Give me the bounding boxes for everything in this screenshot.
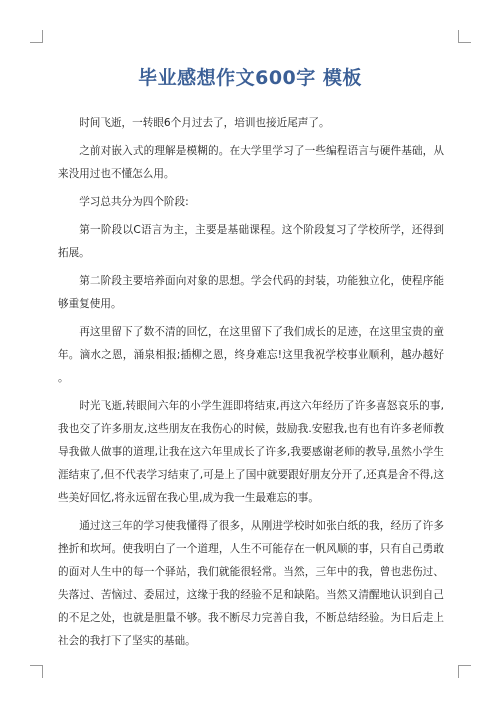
paragraph: 再这里留下了数不清的回忆，在这里留下了我们成长的足迹，在这里宝贵的童年。滴水之恩，涌泉相报;插柳之恩，终身难忘!这里我祝学校事业顺利，越办越好 。	[58, 326, 444, 384]
paragraph: 第二阶段主要培养面向对象的思想。学会代码的封装，功能独立化，使程序能够重复使用。	[58, 275, 444, 310]
paragraph: 学习总共分为四个阶段:	[79, 196, 189, 208]
document-body	[58, 112, 444, 658]
paragraph: 时间飞逝，一转眼6个月过去了，培训也接近尾声了。	[79, 117, 330, 129]
crop-mark-bottom-right	[458, 665, 471, 678]
crop-mark-bottom-left	[30, 665, 43, 678]
crop-mark-top-right	[458, 30, 471, 43]
crop-mark-top-left	[30, 30, 43, 43]
document-title: 毕业感想作文600字 模板	[138, 67, 362, 89]
paragraph: 之前对嵌入式的理解是模糊的。在大学里学习了一些编程语言与硬件基础，从来没用过也不懂怎么用。	[58, 145, 444, 180]
paragraph: 时光飞逝,转眼间六年的小学生涯即将结束,再这六年经历了许多喜怒哀乐的事,我也交了许多朋友,这些朋友在我伤心的时候，鼓励我.安慰我,也有也有许多老师教导我做人做事的道理,让我在这六年里成长了许多,我要感谢老师的教导,虽然小学生涯结束了,但不代表学习结束了,可是上了国中就要跟好朋友分开了,还真是舍不得,这些美好回忆,将永远留在我心里,成为我一生最难忘的事。	[58, 400, 444, 504]
paragraph: 通过这三年的学习使我懂得了很多，从刚进学校时如张白纸的我，经历了许多挫折和坎坷。使我明白了一个道理，人生不可能存在一帆风顺的事，只有自己勇敢的面对人生中的每一个驿站，我们就能很轻常。当然，三年中的我，曾也悲伤过、失落过、苦恼过、委屈过，这缘于我的经验不足和缺陷。当然又清醒地认识到自己的不足之处，也就是胆量不够。我不断尽力完善自我，不断总结经验。为日后走上社会的我打下了坚实的基础。	[58, 520, 444, 647]
paragraph: 第一阶段以C语言为主，主要是基础课程。这个阶段复习了学校所学，还得到拓展。	[58, 224, 444, 259]
